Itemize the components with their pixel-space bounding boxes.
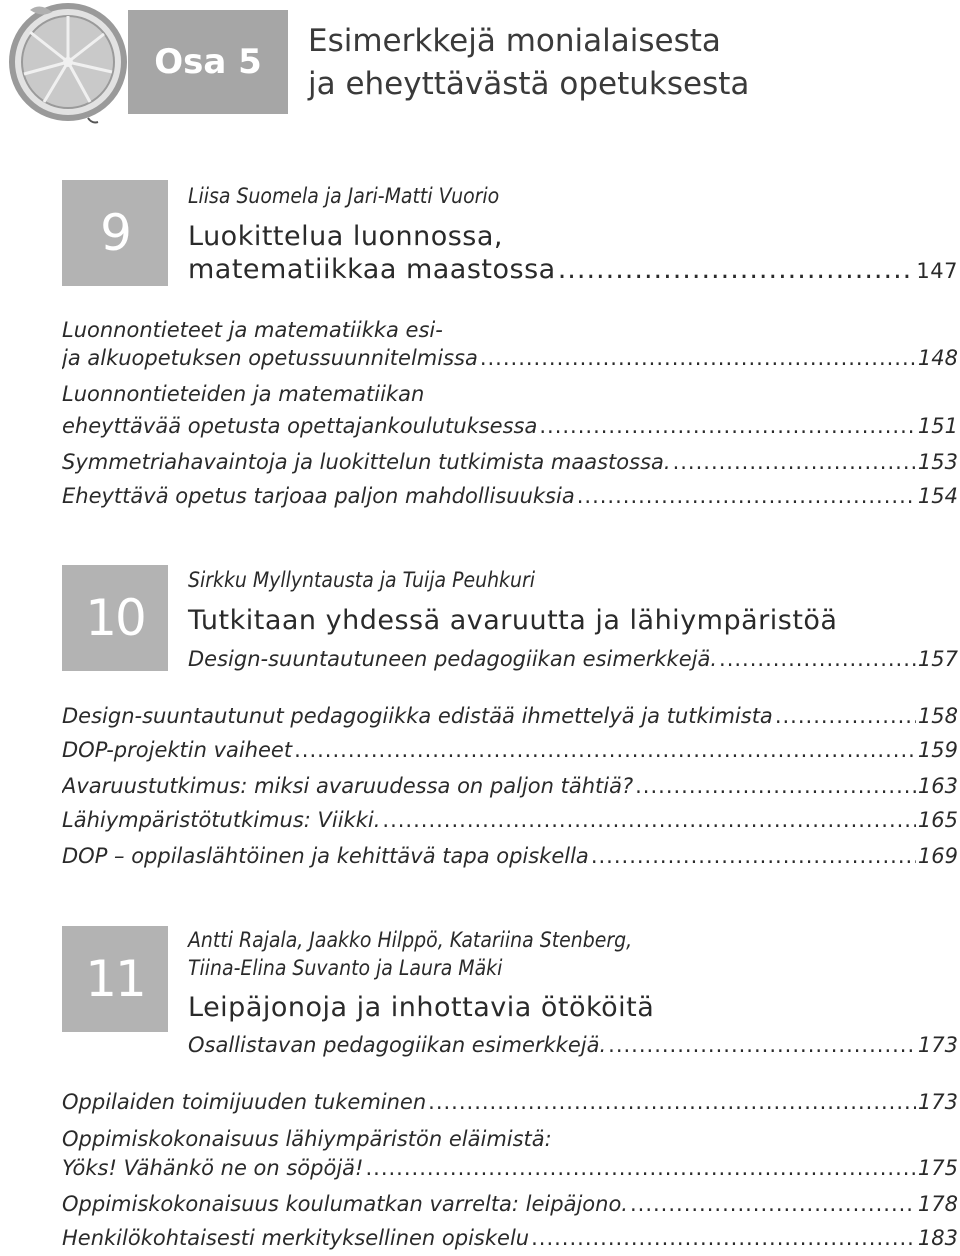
section-title-line-2: eheyttävää opetusta opettajankoulutuksessa: [62, 414, 538, 438]
dot-leader: [428, 1085, 916, 1119]
chapter-authors: Sirkku Myllyntausta ja Tuija Peuhkuri: [188, 568, 535, 592]
section-title: Avaruustutkimus: miksi avaruudessa on paljon tähtiä?: [62, 774, 634, 798]
section-title: DOP – oppilaslähtöinen ja kehittävä tapa opiskella: [62, 844, 589, 868]
dot-leader: [608, 1028, 916, 1062]
page-number: 151: [917, 414, 958, 438]
page-number: 154: [917, 484, 958, 508]
toc-entry[interactable]: [62, 699, 958, 733]
section-title: Oppilaiden toimijuuden tukeminen: [62, 1090, 427, 1114]
section-title: Design-suuntautunut pedagogiikka edistää ihmettelyä ja tutkimista: [62, 704, 773, 728]
chapter-authors: Liisa Suomela ja Jari-Matti Vuorio: [188, 184, 500, 208]
chapter-number: 10: [85, 589, 145, 647]
toc-entry[interactable]: [62, 479, 958, 513]
section-title: Henkilökohtaisesti merkityksellinen opiskelu: [62, 1226, 530, 1250]
page-number: 173: [917, 1090, 958, 1114]
chapter-number: 9: [100, 204, 130, 262]
chapter-number: 11: [85, 950, 145, 1008]
page-number: 169: [917, 844, 958, 868]
chapter-authors-line-1: Antti Rajala, Jaakko Hilppö, Katariina Stenberg,: [188, 928, 633, 952]
section-title: Oppimiskokonaisuus koulumatkan varrelta: leipäjono.: [62, 1192, 628, 1216]
page-number: 165: [917, 808, 958, 832]
section-title-line-1: Luonnontieteiden ja matematiikan: [62, 382, 425, 406]
chapter-title: Leipäjonoja ja inhottavia ötököitä: [188, 992, 655, 1023]
page-number: 173: [917, 1033, 958, 1057]
dot-leader: [719, 642, 916, 676]
part-label: Osa 5: [154, 42, 262, 82]
section-title: Lähiympäristötutkimus: Viikki.: [62, 808, 381, 832]
section-title: Eheyttävä opetus tarjoaa paljon mahdollisuuksia: [62, 484, 575, 508]
chapter-number-box: [62, 926, 168, 1032]
section-title-line-2: Yöks! Vähänkö ne on söpöjä!: [62, 1156, 364, 1180]
part-title: [308, 20, 948, 106]
toc-entry[interactable]: [188, 642, 958, 676]
chapter-subtitle: Design-suuntautuneen pedagogiikan esimerkkejä.: [188, 647, 718, 671]
chapter-authors-line-2: Tiina-Elina Suvanto ja Laura Mäki: [188, 956, 503, 980]
page-number: 147: [916, 259, 958, 283]
dot-leader: [365, 1151, 915, 1185]
chapter-title-line-1: Luokittelua luonnossa,: [188, 221, 504, 252]
section-title-line-1: Luonnontieteet ja matematiikka esi-: [62, 318, 443, 342]
toc-entry[interactable]: [62, 839, 958, 873]
dot-leader: [775, 699, 916, 733]
section-title-line-1: Oppimiskokonaisuus lähiympäristön eläimistä:: [62, 1127, 552, 1151]
toc-entry[interactable]: [62, 341, 958, 375]
page-number: 163: [917, 774, 958, 798]
page-number: 158: [917, 704, 958, 728]
dot-leader: [635, 769, 916, 803]
toc-entry[interactable]: [188, 253, 958, 288]
toc-entry[interactable]: [188, 1028, 958, 1062]
dot-leader: [630, 1187, 916, 1221]
dot-leader: [531, 1221, 916, 1255]
chapter-number-box: [62, 180, 168, 286]
toc-entry[interactable]: [62, 1187, 958, 1221]
toc-entry[interactable]: [62, 1221, 958, 1255]
dot-leader: [577, 479, 916, 513]
section-title-line-2: ja alkuopetuksen opetussuunnitelmissa: [62, 346, 478, 370]
chapter-subtitle: Osallistavan pedagogiikan esimerkkejä.: [188, 1033, 607, 1057]
page-number: 178: [917, 1192, 958, 1216]
toc-entry[interactable]: [62, 409, 958, 443]
toc-entry[interactable]: [62, 803, 958, 837]
section-title: DOP-projektin vaiheet: [62, 738, 293, 762]
chapter-title-line-2: matematiikkaa maastossa: [188, 254, 556, 285]
page-number: 153: [917, 450, 958, 474]
chapter-number-box: [62, 565, 168, 671]
section-title: Symmetriahavaintoja ja luokittelun tutkimista maastossa.: [62, 450, 671, 474]
toc-entry[interactable]: [62, 733, 958, 767]
toc-entry[interactable]: [62, 1085, 958, 1119]
dot-leader: [382, 803, 916, 837]
dot-leader: [558, 253, 915, 287]
toc-entry[interactable]: [62, 769, 958, 803]
page-number: 148: [917, 346, 958, 370]
dot-leader: [673, 445, 916, 479]
part-title-line-1: Esimerkkejä monialaisesta: [308, 23, 721, 59]
chapter-title: Tutkitaan yhdessä avaruutta ja lähiympäristöä: [188, 605, 838, 636]
dot-leader: [539, 409, 916, 443]
toc-entry[interactable]: [62, 1151, 958, 1185]
part-title-line-2: ja eheyttävästä opetuksesta: [308, 66, 750, 102]
page-number: 157: [917, 647, 958, 671]
page-number: 183: [917, 1226, 958, 1250]
page-number: 175: [917, 1156, 958, 1180]
dot-leader: [591, 839, 916, 873]
page-number: 159: [917, 738, 958, 762]
dot-leader: [480, 341, 916, 375]
part-label-box: [128, 10, 288, 114]
toc-entry[interactable]: [62, 445, 958, 479]
dot-leader: [294, 733, 916, 767]
